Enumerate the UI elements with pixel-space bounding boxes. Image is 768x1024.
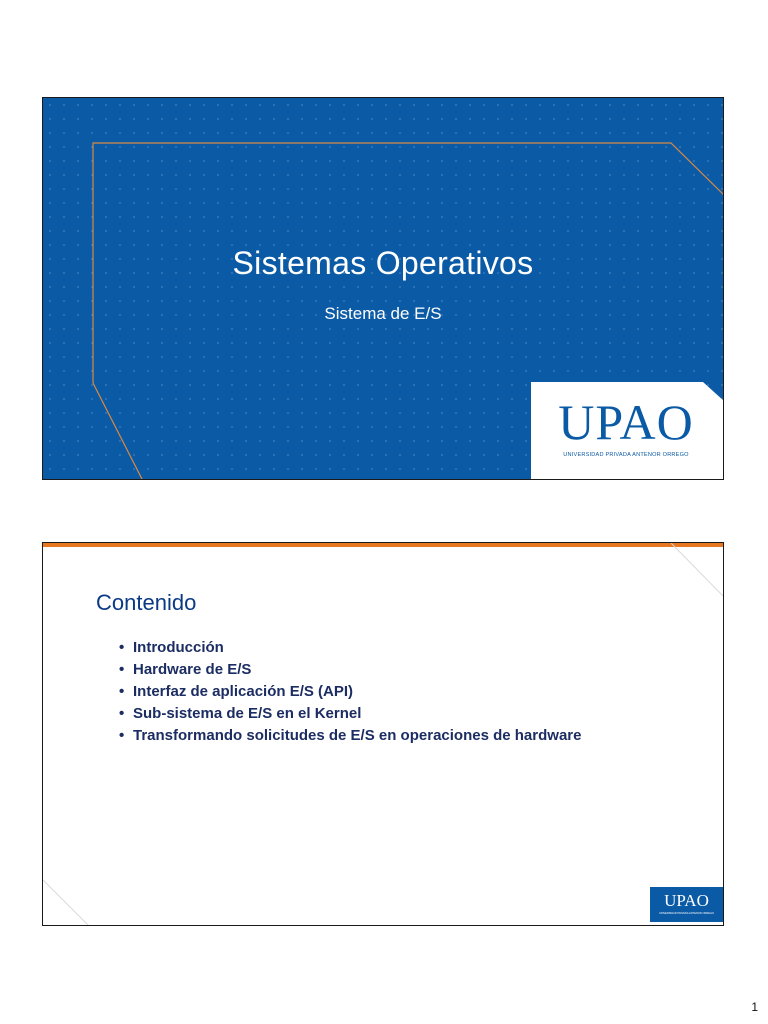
frame-corner-line (93, 383, 143, 480)
list-item: • Hardware de E/S (119, 660, 619, 679)
page-number: 1 (751, 1000, 758, 1014)
slide-subtitle: Sistema de E/S (324, 304, 442, 323)
slide-heading: Contenido (96, 590, 197, 615)
upao-mini-logo-wordmark: UPAO (664, 891, 709, 910)
list-item: • Transformando solicitudes de E/S en operaciones de hardware (119, 726, 619, 745)
list-item: • Interfaz de aplicación E/S (API) (119, 682, 619, 701)
upao-logo: UPAO (558, 394, 694, 450)
list-item: • Introducción (119, 638, 619, 657)
title-slide (42, 97, 724, 480)
upao-mini-logo-tagline: UNIVERSIDAD PRIVADA ANTENOR ORREGO (658, 912, 714, 915)
slide-title: Sistemas Operativos (232, 245, 534, 281)
contents-slide (42, 542, 724, 926)
top-right-corner-line (671, 543, 724, 598)
contents-list (119, 638, 619, 748)
upao-logo-tagline: UNIVERSIDAD PRIVADA ANTENOR ORREGO (563, 452, 689, 458)
upao-mini-logo (650, 887, 723, 922)
list-item: • Sub-sistema de E/S en el Kernel (119, 704, 619, 723)
bottom-left-corner-line (43, 880, 90, 926)
